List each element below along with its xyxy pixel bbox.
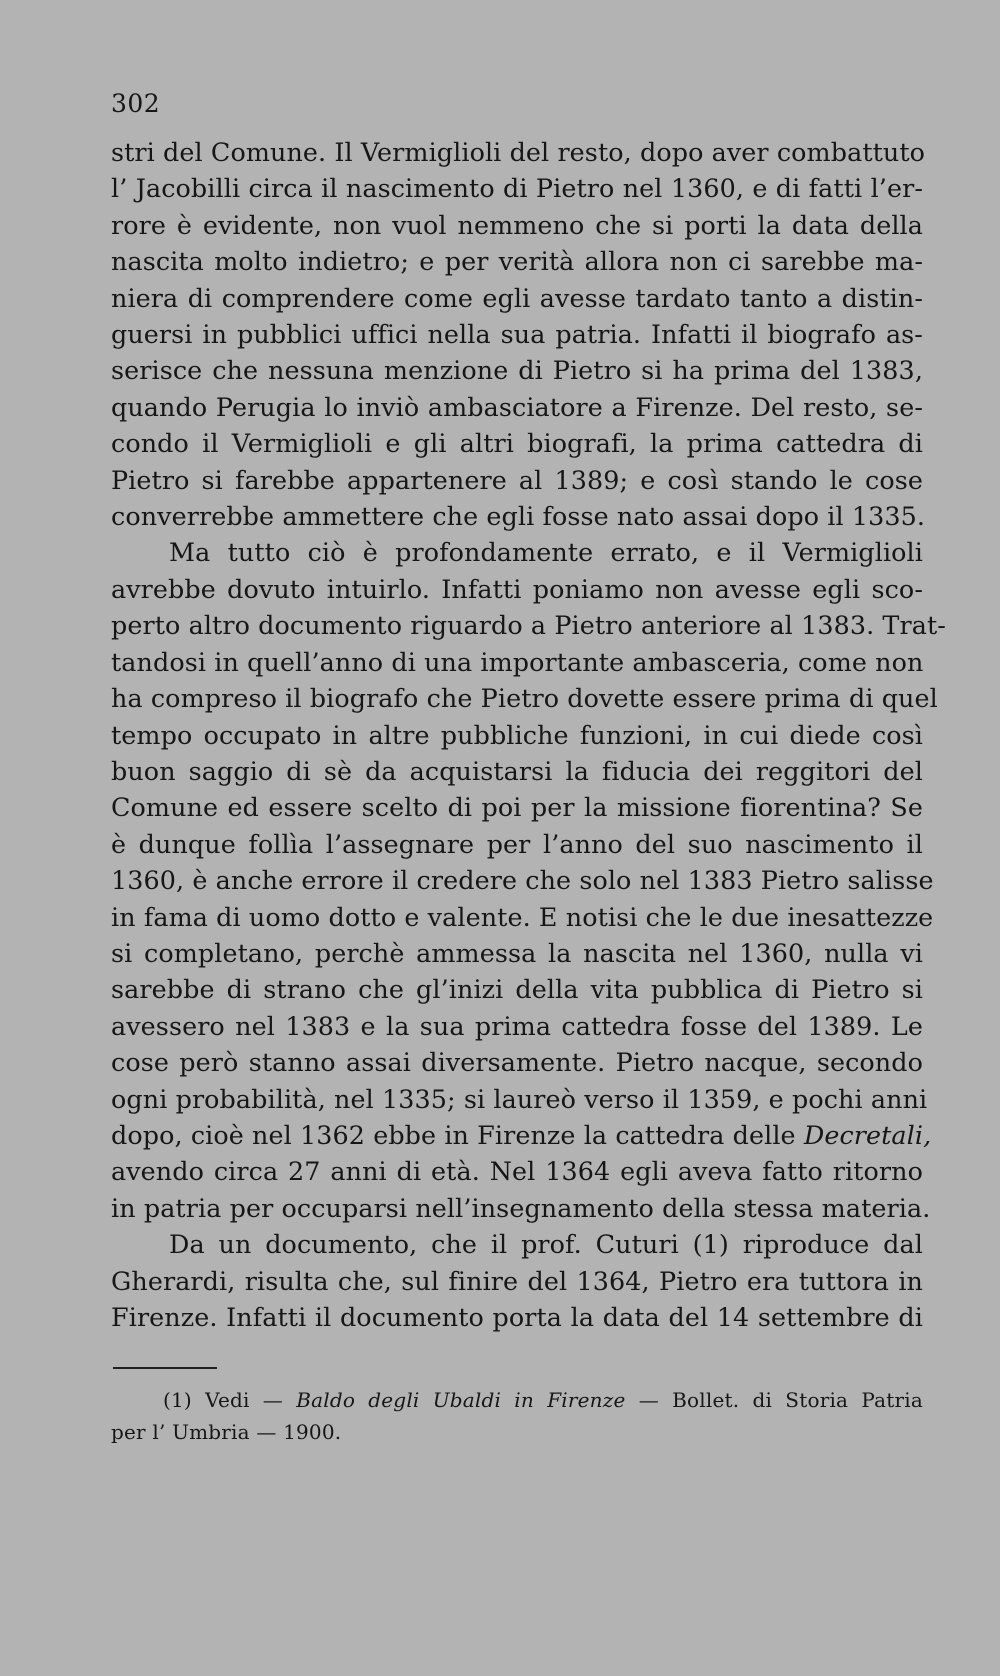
text-line: in fama di uomo dotto e valente. E notisi che le due inesattezze xyxy=(111,901,934,932)
text-line: buon saggio di sè da acquistarsi la fiducia dei reggitori del xyxy=(111,755,923,786)
text-line: Firenze. Infatti il documento porta la data del 14 settembre di xyxy=(111,1302,923,1332)
text-line: stri del Comune. Il Vermiglioli del resto, dopo aver combattuto xyxy=(111,137,926,167)
text-line: guersi in pubblici uffici nella sua patria. Infatti il biografo as- xyxy=(111,319,923,350)
text-line: cose però stanno assai diversamente. Pietro nacque, secondo xyxy=(111,1047,923,1078)
paragraph-end-line: in patria per occuparsi nell’insegnamento della stessa materia. xyxy=(111,1192,931,1223)
text-line: Pietro si farebbe appartenere al 1389; e così stando le cose xyxy=(111,464,923,495)
text-line: avendo circa 27 anni di età. Nel 1364 egli aveva fatto ritorno xyxy=(111,1156,923,1187)
page-number: 302 xyxy=(111,89,161,118)
text-line-with-italic xyxy=(111,1117,932,1153)
footnotes xyxy=(111,1384,923,1448)
footnote-text: (1) Vedi — xyxy=(163,1388,297,1412)
paragraph-start-line: Da un documento, che il prof. Cuturi (1) riproduce dal xyxy=(169,1229,923,1260)
text-line: ha compreso il biografo che Pietro dovette essere prima di quel xyxy=(111,683,938,714)
footnote-text: — Bollet. di Storia Patria xyxy=(625,1388,923,1412)
text-line: converrebbe ammettere che egli fosse nato assai dopo il 1335. xyxy=(111,501,926,532)
footnote-title: Baldo degli Ubaldi in Firenze xyxy=(296,1388,626,1412)
text-line: rore è evidente, non vuol nemmeno che si porti la data della xyxy=(111,209,923,240)
text-line: l’ Jacobilli circa il nascimento di Pietro nel 1360, e di fatti l’er- xyxy=(111,173,923,204)
text-line: tandosi in quell’anno di una importante ambasceria, come non xyxy=(111,646,924,677)
footnote-line: per l’ Umbria — 1900. xyxy=(111,1420,342,1444)
text-line: perto altro documento riguardo a Pietro anteriore al 1383. Trat- xyxy=(111,610,946,641)
text-line: quando Perugia lo inviò ambasciatore a Firenze. Del resto, se- xyxy=(111,391,923,422)
text-line: 1360, è anche errore il credere che solo nel 1383 Pietro salisse xyxy=(111,865,934,896)
paragraph-start-line: Ma tutto ciò è profondamente errato, e il Vermiglioli xyxy=(169,537,923,568)
text-line: serisce che nessuna menzione di Pietro si ha prima del 1383, xyxy=(111,355,923,386)
text-line: nascita molto indietro; e per verità allora non ci sarebbe ma- xyxy=(111,246,923,277)
text-line: sarebbe di strano che gl’inizi della vita pubblica di Pietro si xyxy=(111,974,923,1005)
text-line: Comune ed essere scelto di poi per la missione fiorentina? Se xyxy=(111,792,923,823)
text-line: si completano, perchè ammessa la nascita nel 1360, nulla vi xyxy=(111,937,923,968)
text-line: avessero nel 1383 e la sua prima cattedra fosse del 1389. Le xyxy=(111,1010,923,1041)
text-run: dopo, cioè nel 1362 ebbe in Firenze la cattedra delle xyxy=(111,1119,796,1150)
footnote-line xyxy=(111,1384,923,1416)
text-line: Gherardi, risulta che, sul finire del 1364, Pietro era tuttora in xyxy=(111,1265,923,1296)
text-line: niera di comprendere come egli avesse tardato tanto a distin- xyxy=(111,282,923,313)
text-line: condo il Vermiglioli e gli altri biografi, la prima cattedra di xyxy=(111,428,923,459)
footnote-divider xyxy=(113,1367,217,1369)
italic-term: Decretali, xyxy=(803,1119,932,1150)
text-line: avrebbe dovuto intuirlo. Infatti poniamo non avesse egli sco- xyxy=(111,573,923,604)
body-text xyxy=(111,134,946,1335)
text-line: è dunque follìa l’assegnare per l’anno del suo nascimento il xyxy=(111,828,923,859)
text-line: ogni probabilità, nel 1335; si laureò verso il 1359, e pochi anni xyxy=(111,1083,928,1114)
text-line: tempo occupato in altre pubbliche funzioni, in cui diede così xyxy=(111,719,923,750)
